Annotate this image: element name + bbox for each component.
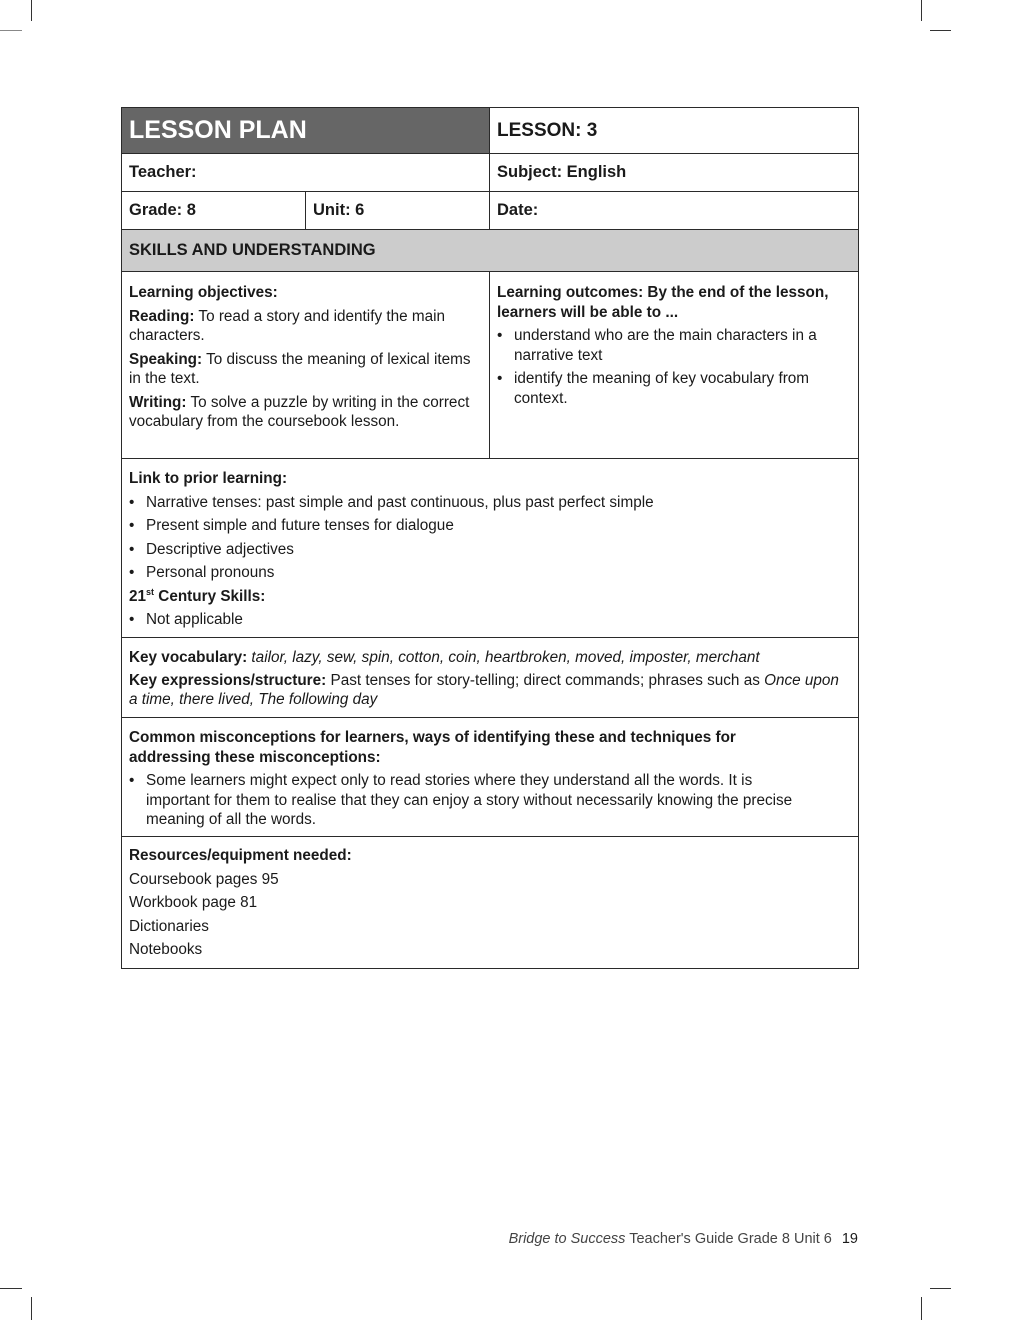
misconceptions-heading: Common misconceptions for learners, ways of identifying these and techniques for addressing these misconceptions: [129,729,736,766]
objective-reading: Reading: To read a story and identify the main characters. [129,307,446,344]
learning-outcomes-cell [489,271,859,459]
date-cell [489,191,859,230]
resource-item: Notebooks [129,941,203,958]
crop-mark-tr-v [921,0,922,21]
page-footer [470,1231,858,1247]
crop-mark-bl-v [31,1297,32,1320]
misconception-item: • Some learners might expect only to read stories where they understand all the words. It is important for them to realise that they can enjoy a story without necessarily knowing the precise meaning of all the words. [129,771,818,830]
unit-label: Unit: 6 [313,201,365,219]
prior-learning-item: • Present simple and future tenses for dialogue [129,516,851,536]
guide-description: Teacher's Guide Grade 8 Unit 6 [625,1231,832,1247]
crop-mark-tr-h [930,30,951,31]
crop-mark-br-h [930,1288,951,1289]
lesson-plan-title [121,107,490,154]
resources-heading: Resources/equipment needed: [129,847,352,864]
key-vocabulary-cell [121,637,859,718]
resource-item: Dictionaries [129,917,209,935]
lesson-number-cell [489,107,859,154]
century-skills-list [129,610,851,630]
resource-item: Workbook page 81 [129,894,258,911]
grade-cell [121,191,306,230]
grade-label: Grade: 8 [129,201,196,219]
key-expressions: Key expressions/structure: Past tenses for story-telling; direct commands; phrases such as Once upon a time, there lived, The following day [129,671,839,708]
unit-cell [305,191,490,230]
resources-cell [121,836,859,969]
crop-mark-bl-h [0,1288,22,1289]
misconceptions-cell [121,717,859,837]
learning-objectives-cell [121,271,490,459]
prior-learning-item: • Narrative tenses: past simple and past continuous, plus past perfect simple [129,493,851,513]
objective-writing: Writing: To solve a puzzle by writing in the correct vocabulary from the coursebook lesson. [129,393,470,430]
learning-outcomes-heading: Learning outcomes: By the end of the lesson, learners will be able to ... [497,284,829,321]
learning-outcomes-list [497,326,848,408]
lesson-number: LESSON: 3 [497,119,598,141]
resource-item: Coursebook pages 95 [129,870,279,888]
crop-mark-tl-h [0,30,22,31]
subject-cell [489,153,859,192]
objective-speaking: Speaking: To discuss the meaning of lexical items in the text. [129,350,471,387]
century-skills-heading: 21st Century Skills: [129,586,266,605]
crop-mark-tl-v [31,0,32,21]
teacher-label: Teacher: [129,163,197,181]
crop-mark-br-v [921,1297,922,1320]
prior-learning-cell [121,458,859,638]
outcome-item: • understand who are the main characters in a narrative text [497,326,848,365]
skills-section-title: SKILLS AND UNDERSTANDING [129,241,376,259]
learning-objectives-heading: Learning objectives: [129,284,278,301]
teacher-cell [121,153,490,192]
misconceptions-list [129,771,818,830]
prior-learning-item: • Descriptive adjectives [129,540,851,560]
prior-learning-heading: Link to prior learning: [129,470,288,487]
prior-learning-item: • Personal pronouns [129,563,851,583]
prior-learning-list [129,493,851,583]
century-skills-item: • Not applicable [129,610,851,630]
book-title: Bridge to Success [508,1231,626,1247]
skills-section-header [121,229,859,272]
key-vocabulary: Key vocabulary: tailor, lazy, sew, spin, cotton, coin, heartbroken, moved, imposter, merchant [129,649,760,666]
page-number: 19 [841,1231,858,1247]
lesson-plan-title-text: LESSON PLAN [129,116,307,144]
outcome-item: • identify the meaning of key vocabulary from context. [497,369,848,408]
date-label: Date: [497,201,539,219]
subject-label: Subject: English [497,163,627,181]
